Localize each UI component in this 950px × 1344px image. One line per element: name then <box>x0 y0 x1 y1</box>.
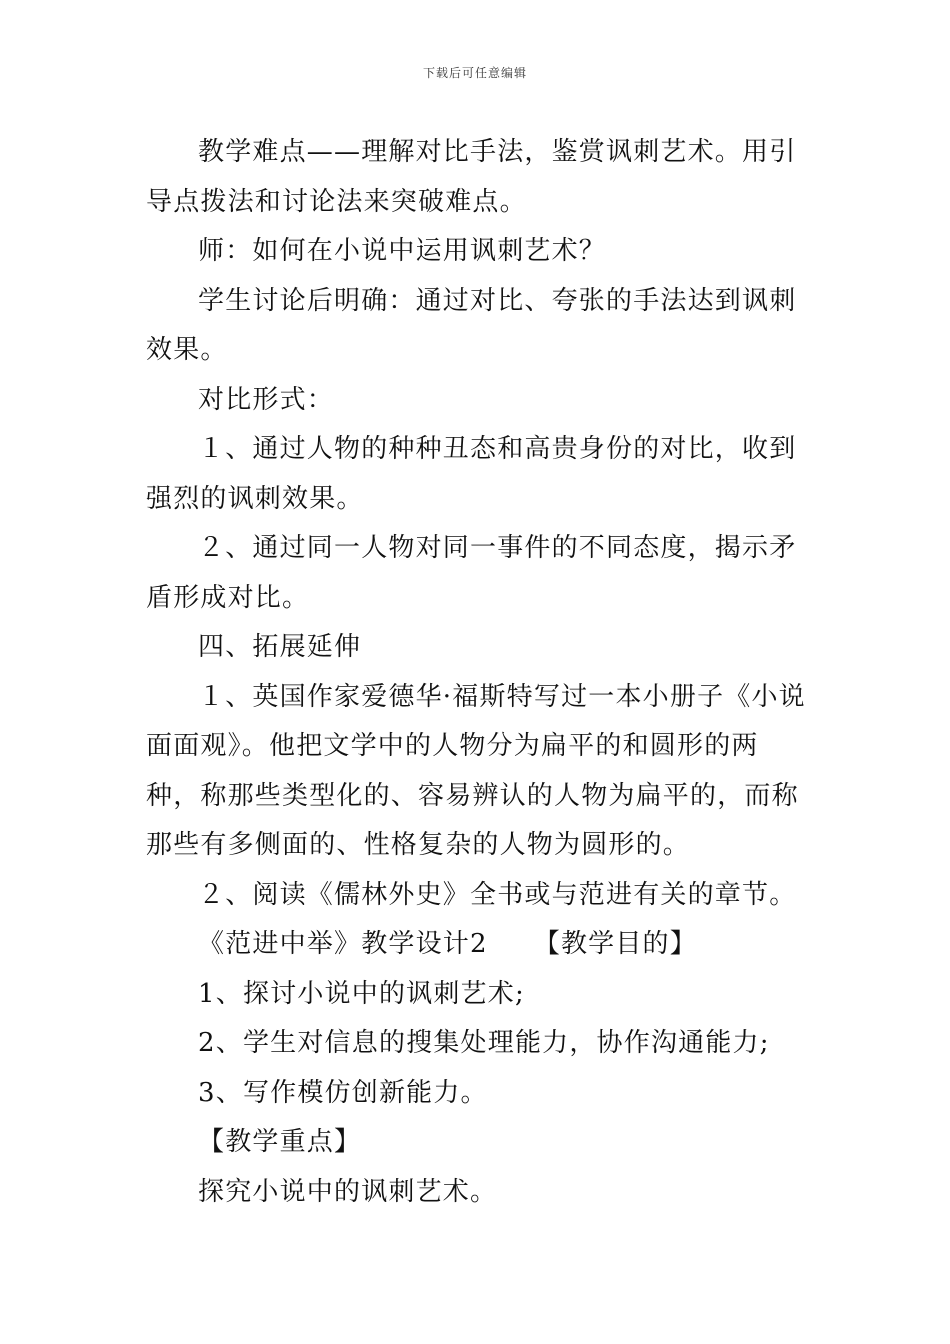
design-title-line <box>146 920 811 970</box>
paragraph-contrast-forms: 对比形式： <box>198 384 335 415</box>
paragraph-teacher-question: 师：如何在小说中运用讽刺艺术？ <box>198 236 607 266</box>
paragraph-extension-2: ２、阅读《儒林外史》全书或与范进有关的章节。 <box>198 879 797 910</box>
page-header: 下载后可任意编辑 <box>422 66 527 80</box>
paragraph-student-answer: 学生讨论后明确：通过对比、夸张的手法达到讽刺效果。 <box>146 285 797 365</box>
paragraph-difficulty: 教学难点——理解对比手法，鉴赏讽刺艺术。用引导点拨法和讨论法来突破难点。 <box>146 137 797 217</box>
paragraph-extension-1: １、英国作家爱德华·福斯特写过一本小册子《小说面面观》。他把文学中的人物分为扁平的和圆形的两种，称那些类型化的、容易辨认的人物为扁平的，而称那些有多侧面的、性格复杂的人物为圆形的。 <box>146 681 806 860</box>
goal-item-1: 1、探讨小说中的讽刺艺术; <box>198 978 525 1009</box>
goal-item-3: 3、写作模仿创新能力。 <box>198 1077 488 1108</box>
goal-item-2: 2、学生对信息的搜集处理能力，协作沟通能力; <box>198 1028 770 1058</box>
focus-text: 探究小说中的讽刺艺术。 <box>198 1176 498 1207</box>
teaching-purpose-heading: 【教学目的】 <box>533 929 697 959</box>
paragraph-contrast-2: ２、通过同一人物对同一事件的不同态度，揭示矛盾形成对比。 <box>146 533 797 613</box>
section-heading-extension: 四、拓展延伸 <box>198 632 362 662</box>
paragraph-contrast-1: １、通过人物的种种丑态和高贵身份的对比，收到强烈的讽刺效果。 <box>146 434 797 514</box>
document-body <box>146 128 811 1217</box>
focus-heading: 【教学重点】 <box>198 1127 362 1157</box>
design-title: 《范进中举》教学设计2 <box>198 929 488 959</box>
